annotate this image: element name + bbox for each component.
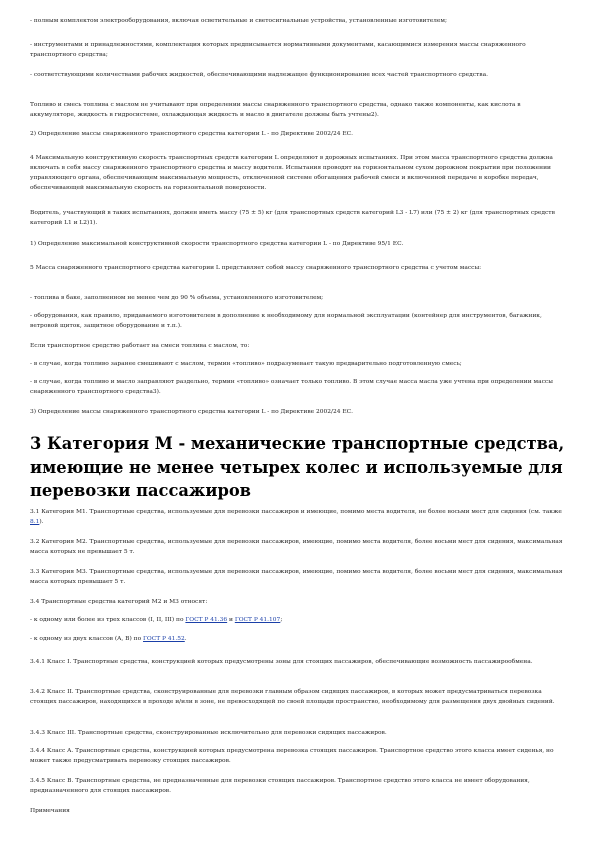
section-heading: 3 Категория M - механические транспортные средства, имеющие не менее четырех колес и используемые для перевозки пассажиров [30,434,565,500]
list-item [30,634,563,644]
list-item-text: . [184,636,187,642]
paragraph: - соответствующими количествами рабочих жидкостей, обеспечивающими надлежащее функционирование всех частей транспортного средства. [30,72,488,78]
paragraph: Топливо и смесь топлива с маслом не учитывают при определении массы снаряженного транспортного средства, однако также компоненты, как кислота в аккумуляторе, жидкость в гидросистеме, охлаждающая жидкость и масло в двигателе должны быть учтены2). [30,102,521,118]
paragraph: - полным комплектом электрооборудования, включая осветительные и светосигнальные устройства, установленные изготовителем; [30,18,447,24]
link-gost-41-107[interactable]: ГОСТ Р 41.107 [234,617,281,623]
paragraph-3-4-1: 3.4.1 Класс I. Транспортные средства, конструкцией которых предусмотрены зоны для стоящих пассажиров, обеспечивающие возможность пассажирообмена. [30,659,533,665]
paragraph: - в случае, когда топливо заранее смешивают с маслом, термин «топливо» подразумевает такую предварительно подготовленную смесь; [30,361,462,367]
list-item-text: - к одному из двух классов (A, B) по [30,636,144,642]
paragraph: - топлива в баке, заполненном не менее чем до 90 % объема, установленного изготовителем; [30,295,324,301]
list-item-text: ; [280,617,283,623]
footnote: 2) Определение массы снаряженного транспортного средства категории L - по Директиве 2002/24 ЕС. [30,131,354,137]
paragraph-3-1 [30,507,563,527]
paragraph-3-4-5: 3.4.5 Класс B. Транспортные средства, не предназначенные для перевозки стоящих пассажиров. Транспортное средство этого класса не имеет оборудования, предназначенного для стоящих пассажиров. [30,778,530,794]
link-gost-41-36[interactable]: ГОСТ Р 41.36 [185,617,228,623]
paragraph-text: 3.1 Категория M1. Транспортные средства, используемые для перевозки пассажиров и имеющие, помимо места водителя, не более восьми мест для сидения (см. также [30,509,562,515]
paragraph: Водитель, участвующий в таких испытаниях, должен иметь массу (75 ± 5) кг (для транспортных средств категорий L3 - L7) или (75 ± 2) кг (для транспортных средств категорий L1 и L2)1). [30,210,555,226]
footnote: 1) Определение максимальной конструктивной скорости транспортного средства категории L - по Директиве 95/1 ЕС. [30,241,404,247]
paragraph: - инструментами и принадлежностями, комплектация которых предписывается нормативными документами, касающимися измерения массы снаряженного транспортного средства; [30,42,526,58]
paragraph-3-3: 3.3 Категория M3. Транспортные средства, используемые для перевозки пассажиров, имеющие, помимо места водителя, более восьми мест для сидения, максимальная масса которых превышает 5 т. [30,569,563,585]
paragraph: - оборудования, как правило, придаваемого изготовителем в дополнение к необходимому для нормальной эксплуатации (контейнер для инструментов, багажник, ветровой щиток, защитное оборудование и т.п.). [30,313,542,329]
list-item-text: - к одному или более из трех классов (I, II, III) по [30,617,186,623]
paragraph: Если транспортное средство работает на смеси топлива с маслом, то: [30,343,250,349]
link-gost-41-52[interactable]: ГОСТ Р 41.52 [143,636,185,642]
paragraph-3-4-4: 3.4.4 Класс A. Транспортные средства, конструкцией которых предусмотрена перевозка стоящих пассажиров. Транспортное средство этого класса имеет сиденья, но может также предусматривать перевозку стоящих пассажиров. [30,748,554,764]
paragraph-3-4: 3.4 Транспортные средства категорий M2 и M3 относят: [30,599,208,605]
link-8-1[interactable]: 8.1 [30,519,40,525]
paragraph: 4 Максимальную конструктивную скорость транспортных средств категории L определяют в дорожных испытаниях. При этом масса транспортного средства должна включать в себя массу снаряженного транспортного средства и массу водителя. Испытания проводят на горизонтальном сухом дорожном покрытии при положении управляющего органа, обеспечивающем максимальную мощность, отключенной системе обогащения рабочей смеси и включенной передаче в коробке передач, обеспечивающей максимальную скорость на горизонтальной поверхности. [30,155,553,191]
paragraph-3-2: 3.2 Категория M2. Транспортные средства, используемые для перевозки пассажиров, имеющие, помимо места водителя, более восьми мест для сидения, максимальная масса которых не превышает 5 т. [30,539,563,555]
notes-label: Примечания [30,808,70,814]
paragraph-3-4-2: 3.4.2 Класс II. Транспортные средства, сконструированные для перевозки главным образом сидящих пассажиров, в которых может предусматриваться перевозка стоящих пассажиров, находящихся в проходе и/или в зоне, не превосходящей по своей площади пространство, необходимому для размещения двух двойных сидений. [30,689,555,705]
paragraph: - в случае, когда топливо и масло заправляют раздельно, термин «топливо» означает только топливо. В этом случае масса масла уже учтена при определении массы снаряженного транспортного средства3). [30,379,553,395]
paragraph: 5 Масса снаряженного транспортного средства категории L представляет собой массу снаряженного транспортного средства с учетом массы: [30,265,482,271]
paragraph-text: ). [39,519,44,525]
footnote: 3) Определение массы снаряженного транспортного средства категории L - по Директиве 2002/24 ЕС. [30,409,354,415]
list-item-text: и [227,617,235,623]
paragraph-3-4-3: 3.4.3 Класс III. Транспортные средства, сконструированные исключительно для перевозки сидящих пассажиров. [30,730,387,736]
list-item [30,615,563,625]
